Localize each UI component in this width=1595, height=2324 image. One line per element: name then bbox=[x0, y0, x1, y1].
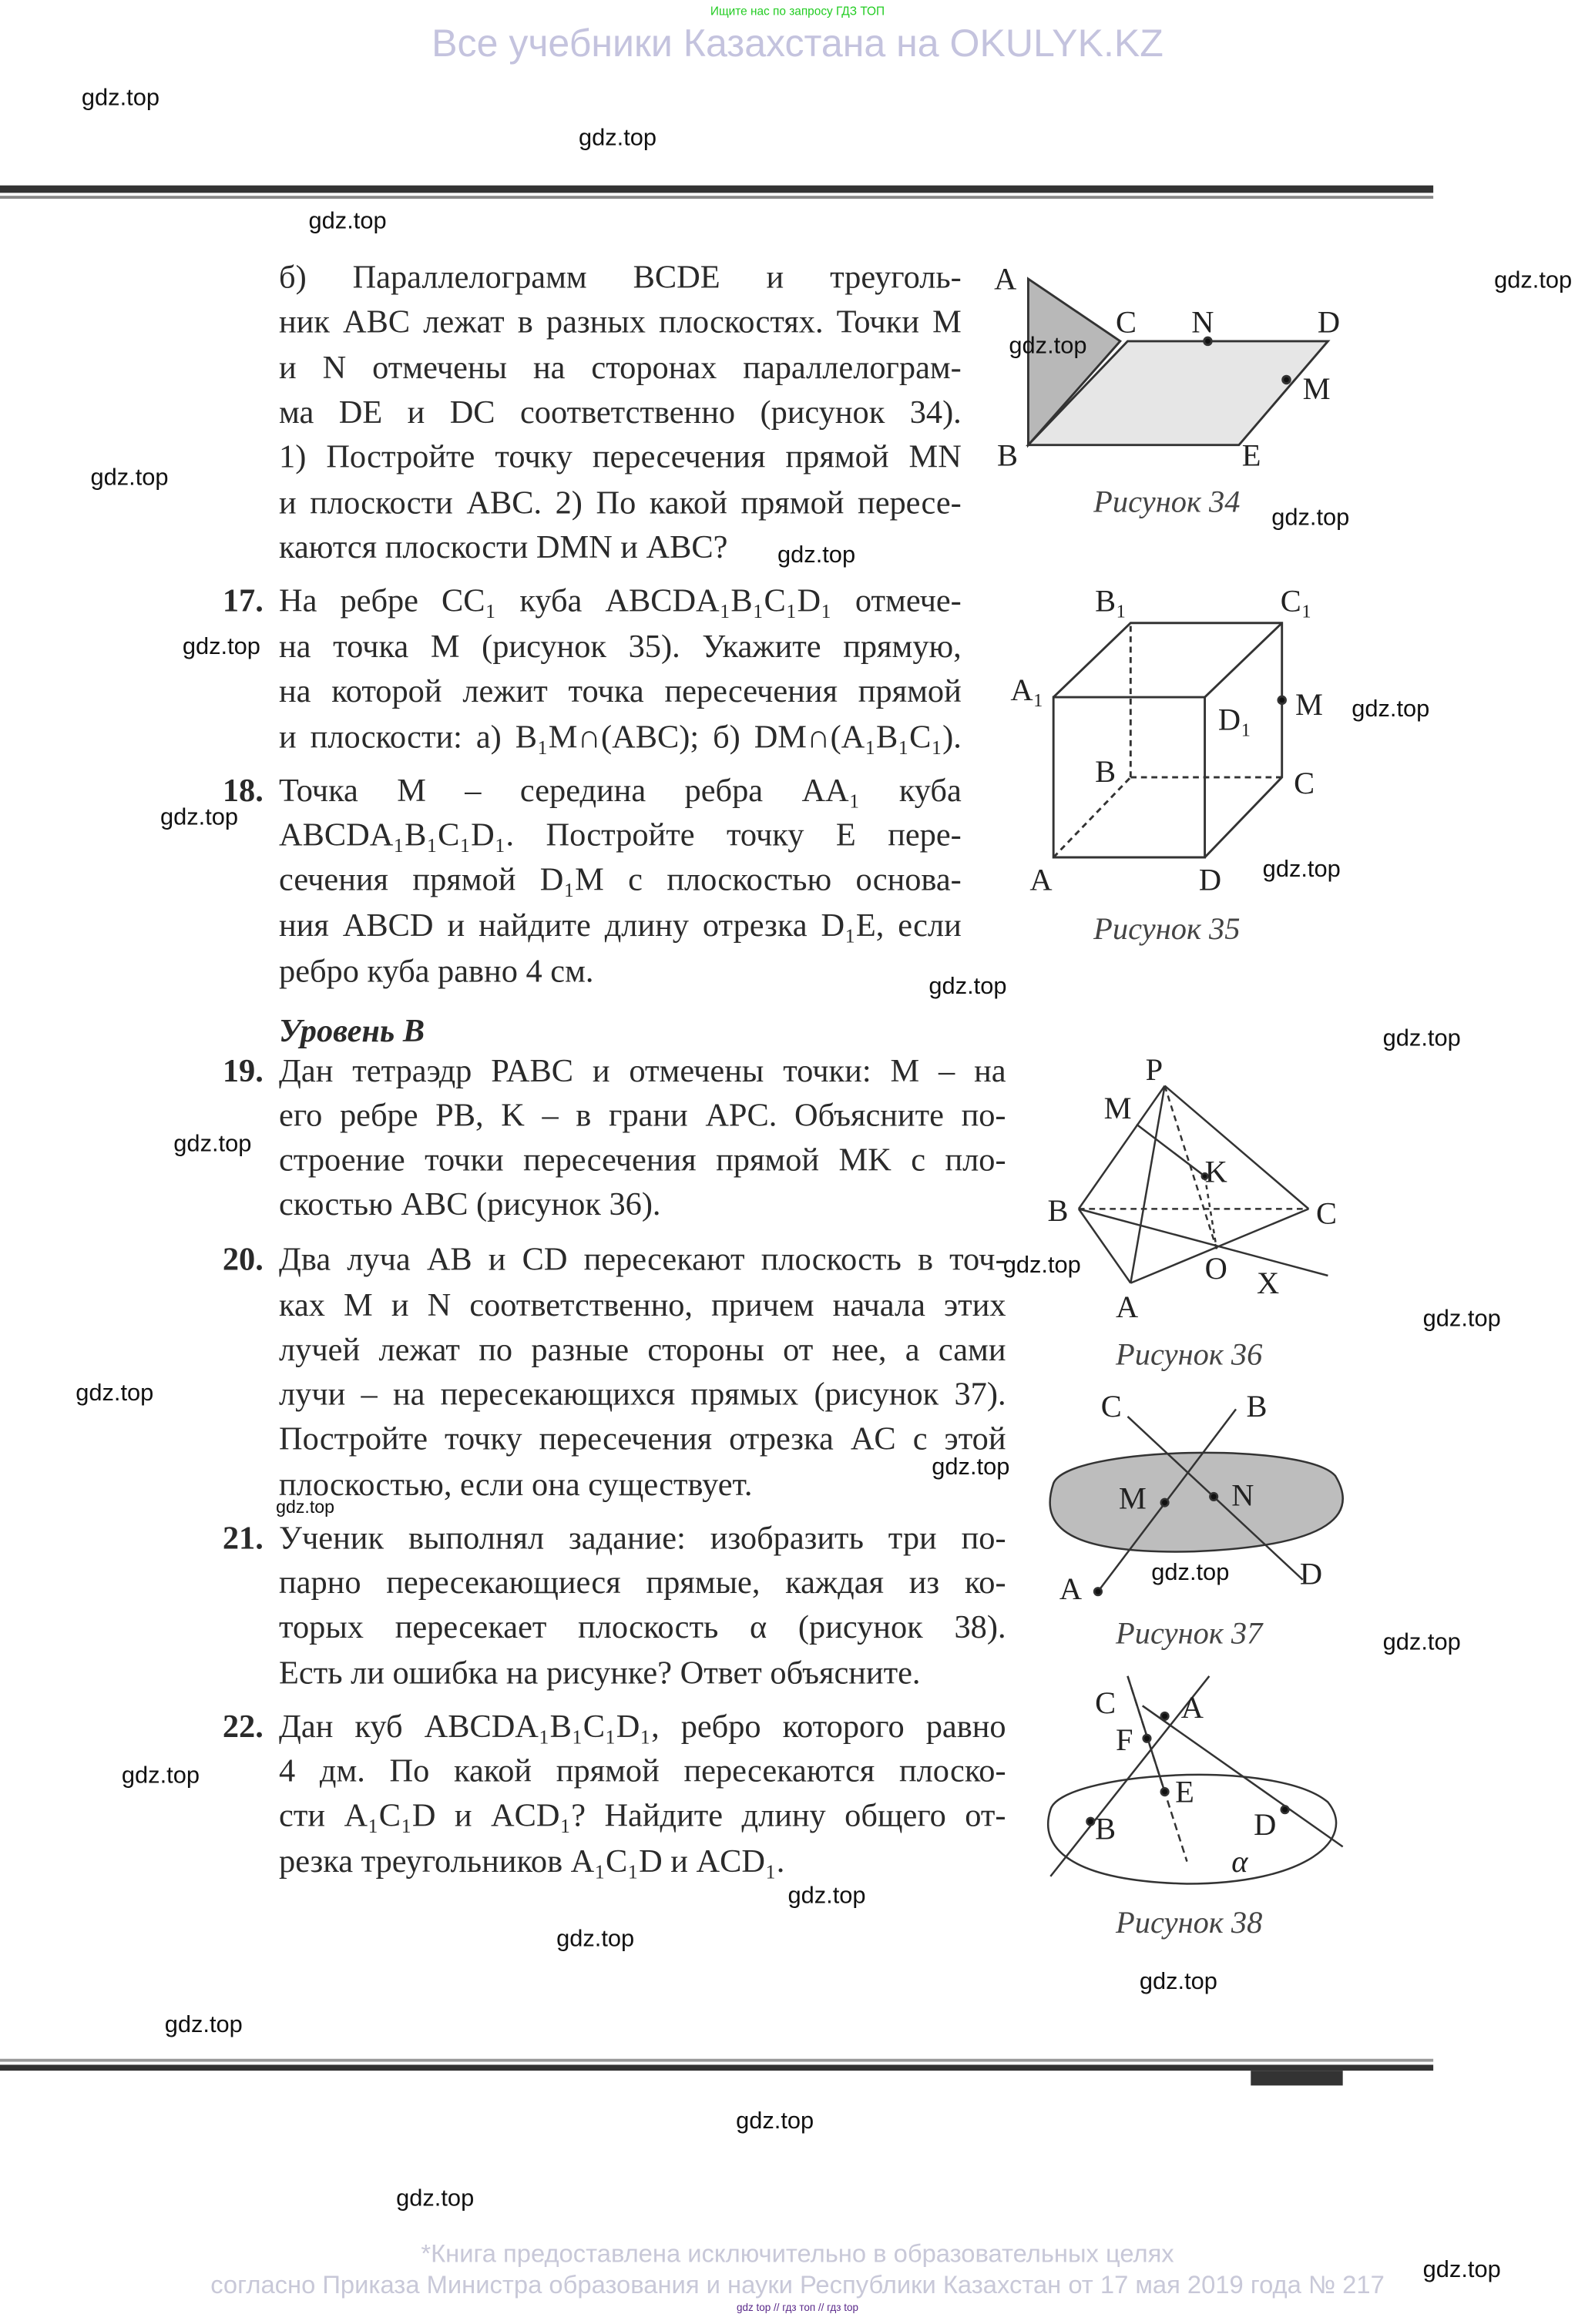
watermark: gdz.top bbox=[182, 635, 260, 660]
watermark: gdz.top bbox=[396, 2186, 475, 2212]
footer-rule bbox=[0, 2064, 1433, 2071]
figure-36 bbox=[1047, 1052, 1337, 1324]
footer-disclaimer-1: *Книга предоставлена исключительно в образовательных целях bbox=[421, 2239, 1174, 2269]
text-line: торых пересекает плоскость α (рисунок 38). bbox=[279, 1608, 1006, 1645]
watermark: gdz.top bbox=[556, 1927, 635, 1953]
watermark: gdz.top bbox=[787, 1883, 866, 1910]
watermark: gdz.top bbox=[160, 805, 239, 831]
watermark: gdz.top bbox=[308, 209, 387, 235]
text-line: ник ABC лежат в разных плоскостях. Точки M bbox=[279, 302, 962, 340]
label-b: B bbox=[1246, 1388, 1268, 1424]
problem-number: 17. bbox=[222, 581, 264, 619]
label-k: K bbox=[1204, 1154, 1227, 1189]
label-m: M bbox=[1103, 1090, 1132, 1125]
watermark: gdz.top bbox=[1352, 697, 1430, 723]
watermark: gdz.top bbox=[1151, 1560, 1230, 1586]
watermark: gdz.top bbox=[578, 126, 657, 152]
watermark: gdz.top bbox=[1494, 268, 1573, 294]
label-m: M bbox=[1295, 687, 1324, 723]
label-a: A bbox=[1116, 1289, 1139, 1324]
label-c1: C₁ bbox=[1280, 583, 1312, 619]
label-c: C bbox=[1294, 766, 1315, 801]
text-line: ния ABCD и найдите длину отрезка D₁E, если bbox=[279, 906, 962, 944]
problem-number: 22. bbox=[222, 1707, 264, 1745]
label-c: C bbox=[1116, 304, 1137, 340]
text-line: каются плоскости DMN и ABC? bbox=[279, 528, 728, 565]
label-m: M bbox=[1118, 1481, 1147, 1516]
figure-34 bbox=[994, 261, 1340, 472]
watermark: gdz.top bbox=[1382, 1630, 1461, 1655]
text-line: и плоскости ABC. 2) По какой прямой пересе- bbox=[279, 483, 962, 521]
label-e: E bbox=[1241, 438, 1261, 473]
figure-37-caption: Рисунок 37 bbox=[1116, 1615, 1263, 1652]
text-line: сечения прямой D₁M с плоскостью основа- bbox=[279, 860, 962, 897]
text-line: на которой лежит точка пересечения прямой bbox=[279, 672, 962, 709]
text-line: Два луча AB и CD пересекают плоскость в точ- bbox=[279, 1239, 1006, 1277]
footer-disclaimer-2: согласно Приказа Министра образования и науки Республики Казахстан от 17 мая 2019 года № 217 bbox=[210, 2271, 1385, 2299]
text-line: Дан тетраэдр PABC и отмечены точки: M – на bbox=[279, 1051, 1006, 1089]
text-line: и плоскости: а) B₁M∩(ABC); б) DM∩(A₁B₁C₁). bbox=[279, 717, 962, 756]
text-line: Постройте точку пересечения отрезка AC с этой bbox=[279, 1419, 1006, 1457]
label-d: D bbox=[1317, 304, 1341, 340]
watermark: gdz.top bbox=[164, 2013, 243, 2038]
label-b: B bbox=[997, 438, 1018, 473]
text-line: ABCDA₁B₁C₁D₁. Постройте точку E пере- bbox=[279, 816, 962, 853]
label-c: C bbox=[1316, 1196, 1337, 1231]
watermark: gdz.top bbox=[76, 1380, 154, 1407]
label-n: N bbox=[1231, 1477, 1254, 1513]
watermark: gdz.top bbox=[1422, 2257, 1501, 2283]
watermark: gdz.top bbox=[777, 542, 856, 568]
text-line: лучей лежат по разные стороны от нее, а сами bbox=[279, 1330, 1006, 1368]
label-d: D bbox=[1299, 1556, 1323, 1591]
label-a1: A₁ bbox=[1010, 672, 1044, 707]
watermark: gdz.top bbox=[90, 465, 169, 491]
watermark: gdz.top bbox=[1009, 334, 1087, 359]
label-d: D bbox=[1254, 1806, 1277, 1842]
text-line: ребро куба равно 4 см. bbox=[279, 952, 594, 990]
text-line: сти A₁C₁D и ACD₁? Найдите длину общего от- bbox=[279, 1796, 1006, 1834]
text-line: скостью ABC (рисунок 36). bbox=[279, 1185, 661, 1222]
text-line: 4 дм. По какой прямой пересекаются плоско- bbox=[279, 1752, 1006, 1789]
label-c: C bbox=[1095, 1685, 1116, 1721]
site-banner[interactable]: Все учебники Казахстана на OKULYK.KZ bbox=[431, 20, 1164, 65]
figure-35 bbox=[1010, 583, 1323, 897]
label-a: A bbox=[1059, 1571, 1083, 1606]
label-o: O bbox=[1204, 1250, 1227, 1286]
figure-35-caption: Рисунок 35 bbox=[1093, 910, 1241, 947]
label-d1: D₁ bbox=[1217, 702, 1252, 737]
text-line: строение точки пересечения прямой MK с пло- bbox=[279, 1140, 1006, 1178]
plane-blob bbox=[1050, 1453, 1343, 1552]
watermark: gdz.top bbox=[932, 1455, 1010, 1481]
problem-number: 21. bbox=[222, 1518, 264, 1556]
problem-number: 18. bbox=[222, 771, 264, 809]
text-line: плоскостью, если она существует. bbox=[279, 1465, 753, 1503]
watermark: gdz.top bbox=[928, 974, 1007, 1000]
label-b: B bbox=[1047, 1192, 1069, 1228]
text-line: Есть ли ошибка на рисунке? Ответ объясните. bbox=[279, 1654, 921, 1692]
text-line: лучи – на пересекающихся прямых (рисунок 37). bbox=[279, 1375, 1006, 1413]
text-line: ма DE и DC соответственно (рисунок 34). bbox=[279, 393, 962, 431]
text-line: 1) Постройте точку пересечения прямой MN bbox=[279, 438, 962, 475]
watermark: gdz.top bbox=[173, 1132, 252, 1157]
watermark: gdz.top bbox=[1382, 1026, 1461, 1052]
label-e: E bbox=[1175, 1774, 1194, 1809]
label-b: B bbox=[1095, 753, 1116, 789]
watermark: gdz.top bbox=[81, 86, 160, 112]
text-line: ках M и N соответственно, причем начала этих bbox=[279, 1286, 1006, 1323]
page-number-tab bbox=[1251, 2071, 1342, 2085]
point-m bbox=[1283, 376, 1291, 384]
text-line: Точка M – середина ребра AA₁ куба bbox=[279, 771, 962, 809]
label-b1: B₁ bbox=[1095, 583, 1127, 619]
watermark: gdz.top bbox=[1002, 1253, 1081, 1279]
watermark: gdz.top bbox=[1262, 857, 1341, 883]
figure-38-caption: Рисунок 38 bbox=[1116, 1904, 1263, 1940]
label-x: X bbox=[1256, 1266, 1280, 1301]
label-p: P bbox=[1145, 1051, 1164, 1087]
problem-number: 19. bbox=[222, 1051, 264, 1089]
level-heading: Уровень В bbox=[279, 1011, 425, 1049]
label-alpha: α bbox=[1231, 1844, 1248, 1880]
text-line: На ребре CC₁ куба ABCDA₁B₁C₁D₁ отмече- bbox=[279, 581, 962, 619]
text-line: и N отмечены на сторонах параллелограм- bbox=[279, 348, 962, 386]
figure-36-caption: Рисунок 36 bbox=[1116, 1336, 1263, 1373]
watermark: gdz.top bbox=[121, 1763, 200, 1789]
search-hint: Ищите нас по запросу ГДЗ ТОП bbox=[710, 4, 885, 18]
text-line: парно пересекающиеся прямые, каждая из ко- bbox=[279, 1563, 1006, 1601]
watermark: gdz.top bbox=[276, 1496, 334, 1517]
text-line: резка треугольников A₁C₁D и ACD₁. bbox=[279, 1842, 785, 1880]
footer-links[interactable]: gdz top // гдз топ // гдз top bbox=[737, 2303, 858, 2314]
label-a: A bbox=[994, 261, 1017, 297]
text-line: Дан куб ABCDA₁B₁C₁D₁, ребро которого равно bbox=[279, 1707, 1006, 1745]
watermark: gdz.top bbox=[1422, 1306, 1501, 1333]
watermark: gdz.top bbox=[1139, 1970, 1217, 1995]
footer-rule-thin bbox=[0, 2059, 1433, 2062]
label-n: N bbox=[1191, 304, 1214, 340]
watermark: gdz.top bbox=[736, 2109, 814, 2135]
text-line: Ученик выполнял задание: изобразить три по- bbox=[279, 1518, 1006, 1556]
label-b: B bbox=[1095, 1811, 1116, 1846]
label-f: F bbox=[1116, 1722, 1133, 1758]
figure-34-caption: Рисунок 34 bbox=[1093, 483, 1241, 519]
label-a: A bbox=[1029, 862, 1053, 897]
text-line: на точка M (рисунок 35). Укажите прямую, bbox=[279, 627, 962, 665]
problem-number: 20. bbox=[222, 1239, 264, 1277]
cube-top-back bbox=[1053, 623, 1282, 857]
watermark: gdz.top bbox=[1271, 505, 1350, 532]
figure-38 bbox=[1048, 1676, 1342, 1884]
text-line: его ребре PB, K – в грани APC. Объясните по- bbox=[279, 1096, 1006, 1134]
point-m bbox=[1278, 696, 1286, 704]
label-m: M bbox=[1302, 371, 1331, 406]
label-d: D bbox=[1198, 862, 1222, 897]
label-c: C bbox=[1100, 1388, 1122, 1424]
label-a: A bbox=[1180, 1689, 1204, 1725]
text-line: б) Параллелограмм BCDE и треуголь- bbox=[279, 258, 962, 296]
